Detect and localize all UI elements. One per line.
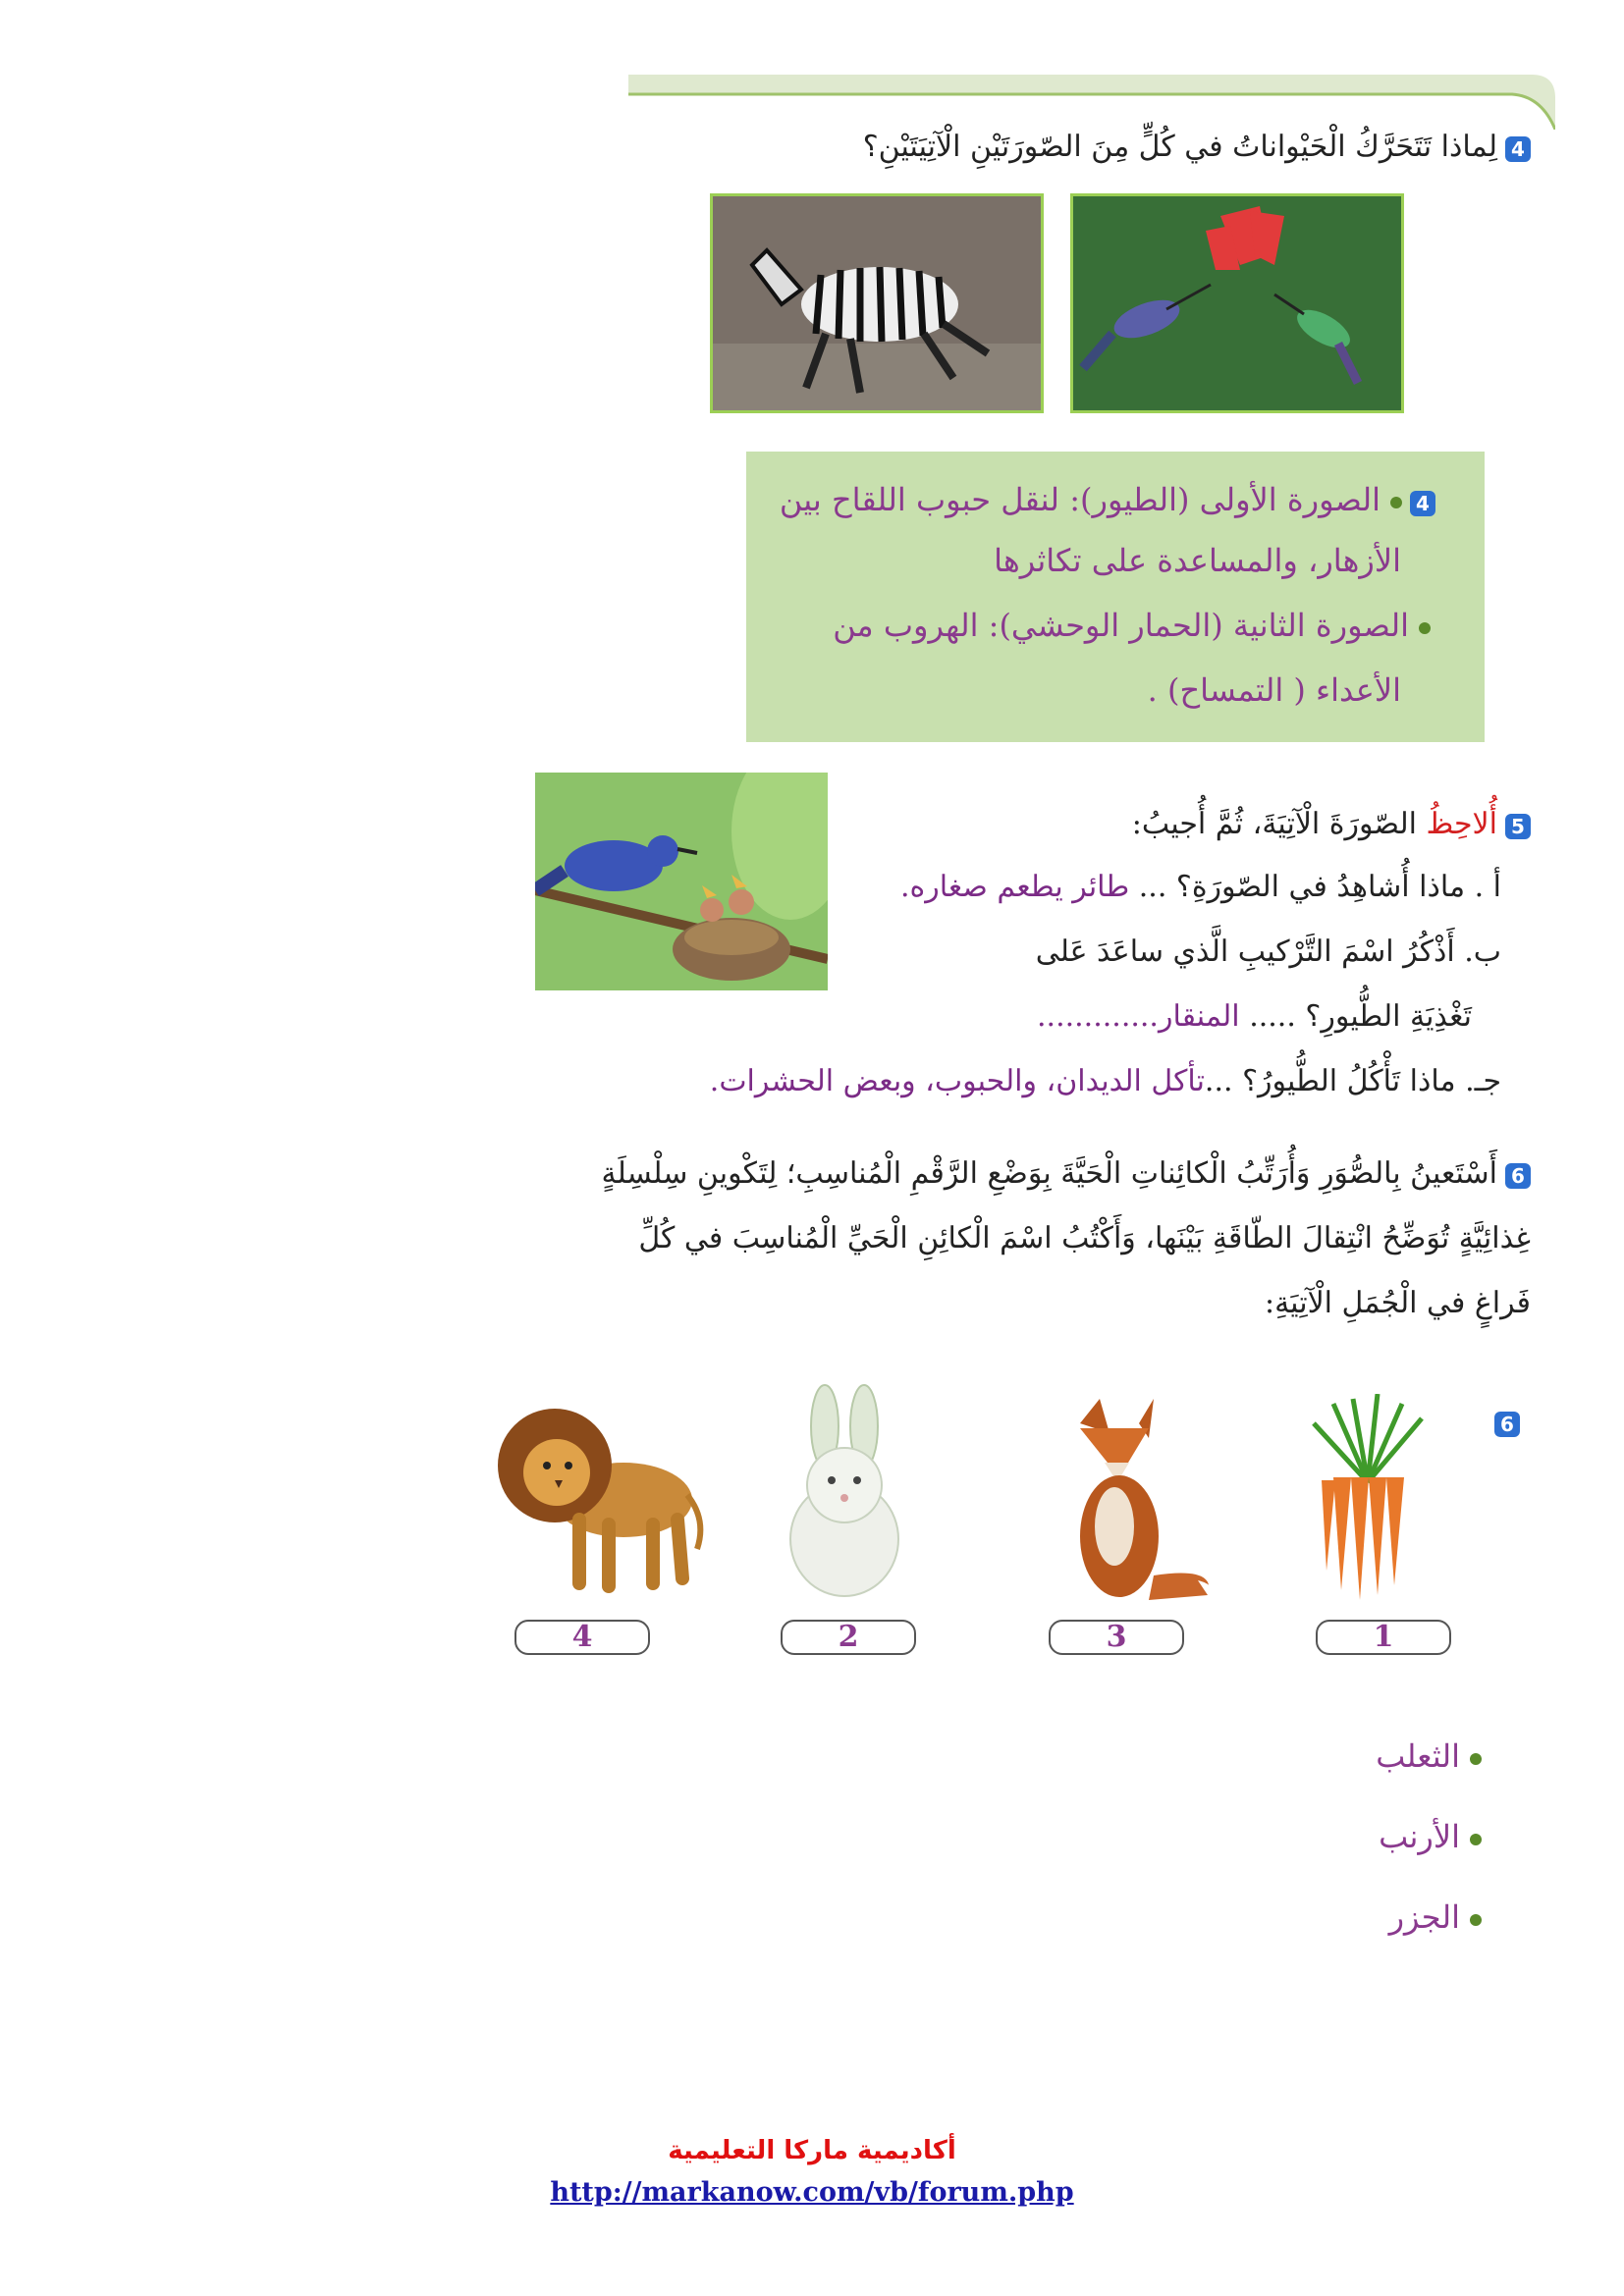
bullet-icon (1390, 497, 1402, 508)
answer-number-badge: 4 (1410, 491, 1435, 516)
bullet-icon (1419, 622, 1431, 634)
answer-4-line-1: الصورة الأولى (الطيور): لنقل حبوب اللقاح بين (779, 481, 1380, 518)
answer-6-badge-number: 6 (1494, 1412, 1520, 1437)
hummingbirds-illustration (1073, 196, 1401, 410)
question-number-badge: 5 (1505, 814, 1531, 839)
question-5a-text: أ . ماذا أُشاهِدُ في الصّورَةِ؟ ... (1138, 870, 1501, 904)
bird-nest-photo (535, 773, 828, 990)
zebra-photo (710, 193, 1044, 413)
question-5-highlight: أُلاحِظُ (1426, 807, 1497, 841)
question-5b-line-2 (1037, 999, 1472, 1034)
question-6-line-1 (602, 1156, 1531, 1191)
zebra-illustration (713, 196, 1041, 410)
list-item-text: الثعلب (1376, 1737, 1460, 1775)
answer-4-row-3 (833, 607, 1431, 644)
lion-image (486, 1382, 707, 1603)
fox-icon (1060, 1399, 1222, 1605)
question-5a-answer: طائر يطعم صغاره. (899, 870, 1139, 904)
answer-6-badge (1494, 1412, 1520, 1437)
question-5b-line-1 (1036, 934, 1501, 969)
question-5b-text: ب. أَذْكُرُ اسْمَ التَّرْكيبِ الَّذي ساعَدَ عَلى (1035, 934, 1501, 969)
answer-4-box (746, 452, 1485, 742)
lion-number-box: 4 (514, 1620, 650, 1655)
question-4-text: لِماذا تَتَحَرَّكُ الْحَيْواناتُ في كُلٍّ مِنَ الصّورَتَيْنِ الْآتِيَتَيْنِ؟ (862, 130, 1497, 164)
question-6-text-3: فَراغٍ في الْجُمَلِ الْآتِيَةِ: (1264, 1286, 1531, 1320)
answer-4-line-3: الصورة الثانية (الحمار الوحشي): الهروب من (833, 607, 1409, 644)
lion-icon (486, 1382, 707, 1603)
question-6-line-3 (1265, 1286, 1531, 1320)
list-item (1376, 1737, 1482, 1775)
question-5-title-text: الصّورَةَ الْآتِيَةَ، ثُمَّ أُجيبُ: (1131, 807, 1427, 841)
question-5c-text: جـ. ماذا تَأْكُلُ الطُّيورُ؟ ... (1204, 1064, 1501, 1098)
list-item (1379, 1818, 1482, 1855)
question-5c (710, 1064, 1501, 1098)
footer-link[interactable]: http://markanow.com/vb/forum.php (550, 2177, 1074, 2208)
answer-4-row-2: الأزهار، والمساعدة على تكاثرها (994, 542, 1401, 579)
question-5a (900, 870, 1501, 904)
footer-title: أكاديمية ماركا التعليمية (668, 2136, 956, 2165)
answer-4-row-4: الأعداء ( التمساح) . (1147, 671, 1401, 709)
question-5c-answer: تأكل الديدان، والحبوب، وبعض الحشرات. (709, 1064, 1205, 1098)
answer-4-row-1 (780, 481, 1435, 518)
bullet-icon (1470, 1914, 1482, 1926)
question-6-text-1: أَسْتَعينُ بِالصُّوَرِ وَأُرَتِّبُ الْكائِناتِ الْحَيَّةَ بِوَضْعِ الرَّقْمِ الْمُناسِبِ؛ لِتَكْوينِ سِلْسِلَةٍ (601, 1156, 1497, 1191)
question-6-line-2 (638, 1221, 1531, 1255)
rabbit-icon (771, 1382, 918, 1603)
question-number-badge: 4 (1505, 136, 1531, 162)
rabbit-number-box: 2 (781, 1620, 916, 1655)
bird-nest-illustration (535, 773, 828, 990)
fox-number-box: 3 (1049, 1620, 1184, 1655)
header-band-shape (628, 75, 1555, 130)
header-band (628, 75, 1555, 130)
bullet-icon (1470, 1753, 1482, 1765)
question-4 (647, 130, 1531, 164)
carrot-image (1294, 1394, 1441, 1605)
list-item-text: الأرنب (1379, 1818, 1460, 1855)
fox-image (1060, 1399, 1222, 1605)
question-5-title (1132, 807, 1531, 841)
carrot-number-box: 1 (1316, 1620, 1451, 1655)
carrot-icon (1294, 1394, 1441, 1605)
list-item-text: الجزر (1388, 1898, 1460, 1936)
bullet-icon (1470, 1834, 1482, 1845)
rabbit-image (771, 1382, 918, 1603)
question-number-badge: 6 (1505, 1163, 1531, 1189)
question-5b-text-2: تَغْذِيَةِ الطُّيورِ؟ ..... (1249, 999, 1472, 1034)
question-6-text-2: غِذائِيَّةٍ تُوَضِّحُ انْتِقالَ الطّاقَةِ بَيْنَها، وَأَكْتُبُ اسْمَ الْكائِنِ الْحَيِّ الْمُناسِبَ في كُلِّ (638, 1221, 1531, 1255)
list-item (1389, 1898, 1482, 1936)
question-5b-answer: المنقار............. (1037, 999, 1250, 1034)
hummingbirds-photo (1070, 193, 1404, 413)
